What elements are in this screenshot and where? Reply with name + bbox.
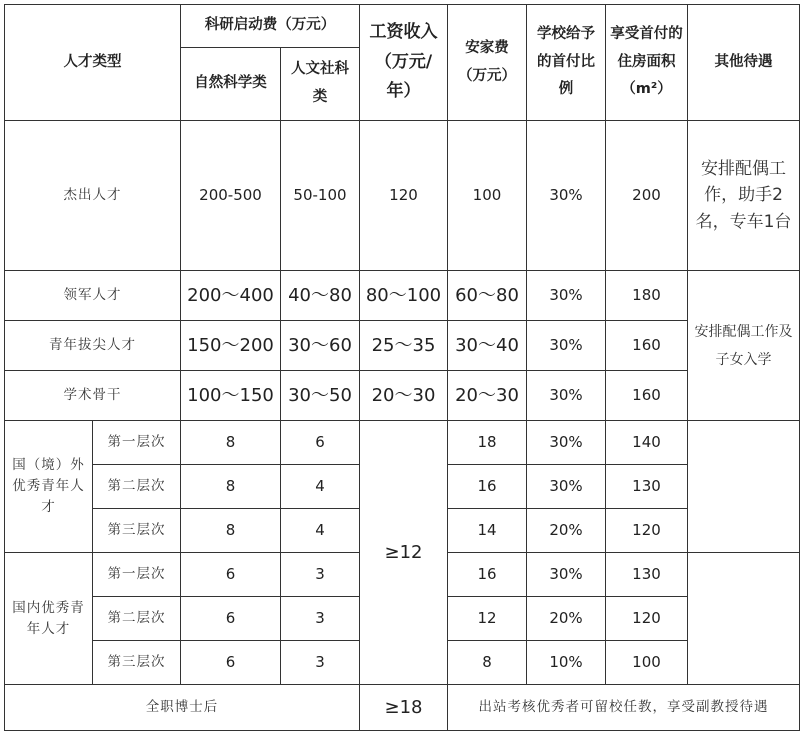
level-name: 第一层次 [93, 553, 181, 597]
humanities-fund: 3 [281, 641, 360, 685]
salary: 20～30 [360, 371, 448, 421]
down-payment-ratio: 10% [527, 641, 606, 685]
settlement-fee: 60～80 [448, 271, 527, 321]
natural-fund: 6 [181, 553, 281, 597]
housing-area: 140 [606, 421, 688, 465]
header-settlement-fee: 安家费（万元） [448, 5, 527, 121]
header-other-benefits: 其他待遇 [688, 5, 800, 121]
header-down-payment-ratio: 学校给予的首付比例 [527, 5, 606, 121]
talent-name: 领军人才 [5, 271, 181, 321]
settlement-fee: 100 [448, 121, 527, 271]
settlement-fee: 14 [448, 509, 527, 553]
salary: ≥18 [360, 685, 448, 731]
other-benefits-shared: 安排配偶工作及子女入学 [688, 271, 800, 421]
header-humanities: 人文社科类 [281, 48, 360, 121]
table-row [5, 685, 800, 731]
natural-fund: 8 [181, 509, 281, 553]
natural-fund: 200-500 [181, 121, 281, 271]
header-startup-fund: 科研启动费（万元） [181, 5, 360, 48]
housing-area: 100 [606, 641, 688, 685]
down-payment-ratio: 30% [527, 271, 606, 321]
table-row [5, 321, 800, 371]
humanities-fund: 50-100 [281, 121, 360, 271]
level-name: 第二层次 [93, 597, 181, 641]
settlement-fee: 20～30 [448, 371, 527, 421]
header-housing-area: 享受首付的住房面积（m²） [606, 5, 688, 121]
table-row [5, 421, 800, 465]
natural-fund: 8 [181, 421, 281, 465]
housing-area: 130 [606, 553, 688, 597]
talent-group-name: 国内优秀青年人才 [5, 553, 93, 685]
housing-area: 120 [606, 597, 688, 641]
humanities-fund: 6 [281, 421, 360, 465]
salary: 120 [360, 121, 448, 271]
down-payment-ratio: 30% [527, 321, 606, 371]
humanities-fund: 3 [281, 553, 360, 597]
table-row [5, 271, 800, 321]
level-name: 第三层次 [93, 641, 181, 685]
natural-fund: 100～150 [181, 371, 281, 421]
table-row [5, 121, 800, 271]
settlement-fee: 16 [448, 465, 527, 509]
humanities-fund: 4 [281, 509, 360, 553]
settlement-fee: 8 [448, 641, 527, 685]
natural-fund: 6 [181, 597, 281, 641]
down-payment-ratio: 30% [527, 465, 606, 509]
level-name: 第一层次 [93, 421, 181, 465]
down-payment-ratio: 30% [527, 371, 606, 421]
humanities-fund: 30～50 [281, 371, 360, 421]
natural-fund: 8 [181, 465, 281, 509]
level-name: 第二层次 [93, 465, 181, 509]
down-payment-ratio: 30% [527, 121, 606, 271]
settlement-fee: 12 [448, 597, 527, 641]
housing-area: 180 [606, 271, 688, 321]
housing-area: 160 [606, 321, 688, 371]
humanities-fund: 4 [281, 465, 360, 509]
down-payment-ratio: 20% [527, 509, 606, 553]
down-payment-ratio: 30% [527, 553, 606, 597]
humanities-fund: 30～60 [281, 321, 360, 371]
other-benefits: 安排配偶工作，助手2名，专车1台 [688, 121, 800, 271]
down-payment-ratio: 30% [527, 421, 606, 465]
natural-fund: 6 [181, 641, 281, 685]
down-payment-ratio: 20% [527, 597, 606, 641]
humanities-fund: 40～80 [281, 271, 360, 321]
table-row [5, 371, 800, 421]
housing-area: 160 [606, 371, 688, 421]
talent-name: 学术骨干 [5, 371, 181, 421]
talent-name: 全职博士后 [5, 685, 360, 731]
header-natural-science: 自然科学类 [181, 48, 281, 121]
level-name: 第三层次 [93, 509, 181, 553]
housing-area: 120 [606, 509, 688, 553]
talent-group-name: 国（境）外优秀青年人才 [5, 421, 93, 553]
settlement-fee: 18 [448, 421, 527, 465]
settlement-fee: 30～40 [448, 321, 527, 371]
salary: 25～35 [360, 321, 448, 371]
talent-benefits-table [4, 4, 800, 731]
natural-fund: 200～400 [181, 271, 281, 321]
settlement-fee: 16 [448, 553, 527, 597]
housing-area: 200 [606, 121, 688, 271]
humanities-fund: 3 [281, 597, 360, 641]
natural-fund: 150～200 [181, 321, 281, 371]
header-talent-type: 人才类型 [5, 5, 181, 121]
salary: 80～100 [360, 271, 448, 321]
talent-name: 杰出人才 [5, 121, 181, 271]
youth-salary: ≥12 [360, 421, 448, 685]
other-benefits-empty [688, 421, 800, 553]
talent-name: 青年拔尖人才 [5, 321, 181, 371]
other-benefits-empty [688, 553, 800, 685]
header-salary: 工资收入（万元/年） [360, 5, 448, 121]
housing-area: 130 [606, 465, 688, 509]
postdoc-note: 出站考核优秀者可留校任教，享受副教授待遇 [448, 685, 800, 731]
